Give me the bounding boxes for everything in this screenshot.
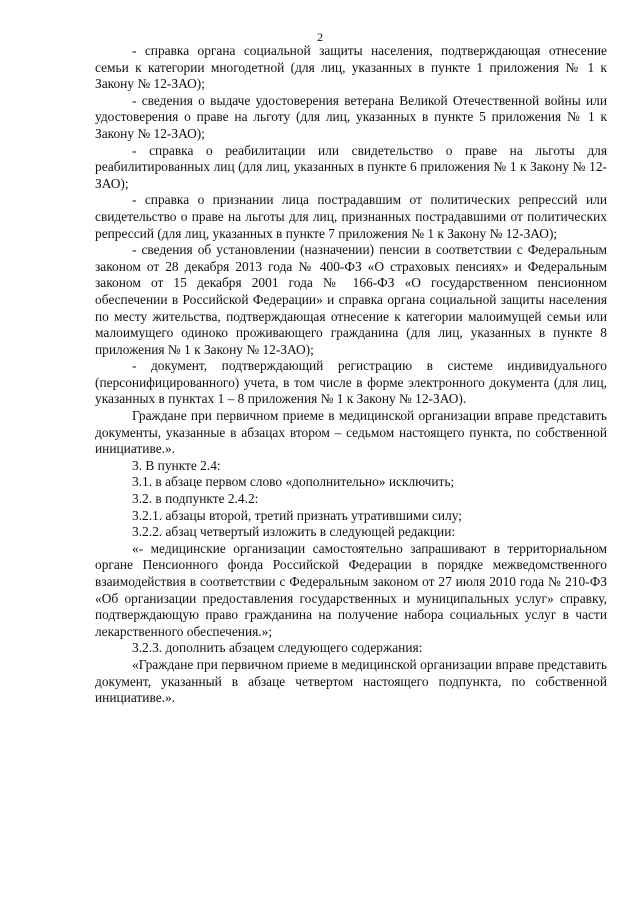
paragraph-14: 3.2.3. дополнить абзацем следующего содержания: bbox=[132, 640, 423, 656]
paragraph-13: «- медицинские организации самостоятельно запрашивают в территориальном органе Пенсионного фонда Российской Федерации в порядке межведомственного взаимодействия в соответствии с Федеральным законом от 27 июля 2010 года № 210-ФЗ «Об организации предоставления государственных и муниципальных услуг» справку, подтверждающую право гражданина на получение набора социальных услуг в части лекарственного обеспечения.»; bbox=[95, 540, 607, 639]
paragraph-6: - документ, подтверждающий регистрацию в системе индивидуального (персонифицированного) учета, в том числе в форме электронного документа (для лиц, указанных в пунктах 1 – 8 приложения № 1 к Закону № 12-ЗАО). bbox=[95, 358, 607, 407]
page-number: 2 bbox=[317, 30, 323, 44]
paragraph-11: 3.2.1. абзацы второй, третий признать утратившими силу; bbox=[132, 507, 462, 523]
paragraph-7: Граждане при первичном приеме в медицинской организации вправе представить документы, указанные в абзацах втором – седьмом настоящего пункта, по собственной инициативе.». bbox=[95, 408, 607, 457]
paragraph-12: 3.2.2. абзац четвертый изложить в следующей редакции: bbox=[132, 524, 456, 540]
paragraph-9: 3.1. в абзаце первом слово «дополнительно» исключить; bbox=[132, 474, 455, 490]
paragraph-1: - справка органа социальной защиты населения, подтверждающая отнесение семьи к категории многодетной (для лиц, указанных в пункте 1 приложения № 1 к Закону № 12-ЗАО); bbox=[95, 43, 607, 92]
paragraph-15: «Граждане при первичном приеме в медицинской организации вправе представить документ, указанный в абзаце четвертом настоящего подпункта, по собственной инициативе.». bbox=[95, 656, 607, 706]
paragraph-10: 3.2. в подпункте 2.4.2: bbox=[132, 491, 259, 507]
paragraph-2: - сведения о выдаче удостоверения ветерана Великой Отечественной войны или удостоверения о праве на льготу (для лиц, указанных в пункте 5 приложения № 1 к Закону № 12-ЗАО); bbox=[95, 92, 607, 141]
paragraph-8: 3. В пункте 2.4: bbox=[132, 457, 221, 473]
document-body bbox=[95, 43, 607, 707]
paragraph-5: - сведения об установлении (назначении) пенсии в соответствии с Федеральным законом от 28 декабря 2013 года № 400-ФЗ «О страховых пенсиях» и Федеральным законом от 15 декабря 2001 года № 166-ФЗ «О государственном пенсионном обеспечении в Российской Федерации» и справка органа социальной защиты населения по месту жительства, подтверждающая отнесение к категории малоимущей семьи или малоимущего одиноко проживающего гражданина (для лиц, указанных в пункте 8 приложения № 1 к Закону № 12-ЗАО); bbox=[95, 242, 607, 357]
paragraph-3: - справка о реабилитации или свидетельство о праве на льготы для реабилитированных лиц (для лиц, указанных в пункте 6 приложения № 1 к Закону № 12-ЗАО); bbox=[95, 142, 607, 191]
paragraph-4: - справка о признании лица пострадавшим от политических репрессий или свидетельство о праве на льготы для лиц, признанных пострадавшими от политических репрессий (для лиц, указанных в пункте 7 приложения № 1 к Закону № 12-ЗАО); bbox=[95, 192, 607, 241]
